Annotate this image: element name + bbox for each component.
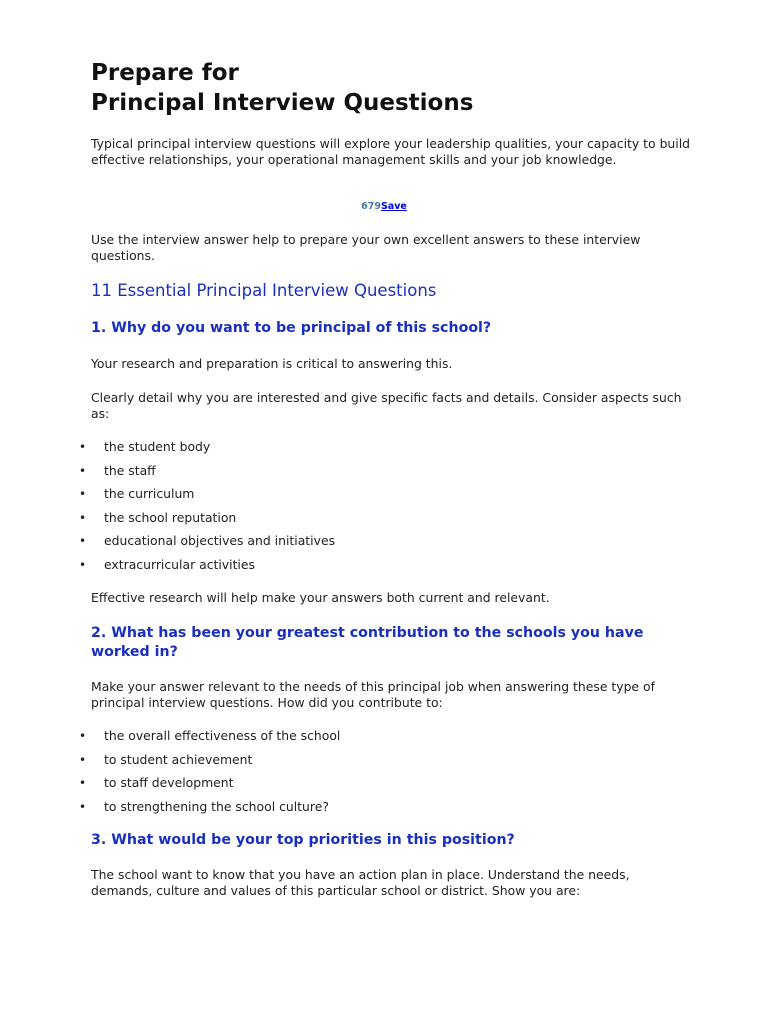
save-widget bbox=[0, 200, 768, 214]
bullet-icon: • bbox=[79, 510, 87, 525]
question-2-heading: 2. What has been your greatest contribution to the schools you have worked in? bbox=[91, 625, 644, 660]
intro-paragraph: Typical principal interview questions will explore your leadership qualities, your capacity to build effective relationships, your operational management skills and your job knowledge. bbox=[91, 136, 691, 167]
help-paragraph: Use the interview answer help to prepare your own excellent answers to these interview questions. bbox=[91, 232, 641, 263]
bullet-icon: • bbox=[79, 729, 87, 743]
save-link[interactable]: Save bbox=[380, 201, 407, 212]
list-item: • educational objectives and initiatives bbox=[79, 533, 336, 549]
question-1-heading: 1. Why do you want to be principal of this school? bbox=[91, 320, 492, 336]
bullet-icon: • bbox=[79, 799, 87, 814]
question-2-list bbox=[0, 728, 340, 822]
list-item: • the overall effectiveness of the school bbox=[79, 728, 341, 743]
question-1-para-2: Clearly detail why you are interested and give specific facts and details. Consider aspects such as: bbox=[91, 390, 682, 421]
bullet-icon: • bbox=[79, 776, 87, 791]
list-item: • to strengthening the school culture? bbox=[79, 798, 329, 814]
question-2-para-1: Make your answer relevant to the needs of this principal job when answering these type of principal interview questions. How did you contribute to: bbox=[91, 679, 655, 710]
section-heading: 11 Essential Principal Interview Questions bbox=[91, 281, 437, 300]
bullet-icon: • bbox=[79, 487, 87, 502]
list-item: • extracurricular activities bbox=[79, 556, 255, 572]
bullet-icon: • bbox=[79, 534, 87, 549]
save-count: 679 bbox=[361, 201, 381, 212]
question-3-para-1: The school want to know that you have an action plan in place. Understand the needs, demands, culture and values of this particular school or district. Show you are: bbox=[91, 867, 630, 898]
bullet-icon: • bbox=[79, 557, 87, 572]
question-1-list bbox=[0, 439, 335, 581]
list-item: • the school reputation bbox=[79, 509, 237, 525]
bullet-icon: • bbox=[79, 752, 87, 767]
list-item: • the staff bbox=[79, 462, 156, 478]
list-item: • the student body bbox=[79, 439, 211, 454]
question-1-closing: Effective research will help make your answers both current and relevant. bbox=[91, 590, 550, 605]
list-item: • to student achievement bbox=[79, 751, 253, 767]
bullet-icon: • bbox=[79, 440, 87, 454]
list-item: • the curriculum bbox=[79, 486, 195, 502]
page-title-line-1: Prepare for bbox=[91, 60, 239, 86]
question-1-para-1: Your research and preparation is critical to answering this. bbox=[91, 356, 453, 371]
bullet-icon: • bbox=[79, 463, 87, 478]
page-title-line-2: Principal Interview Questions bbox=[91, 90, 474, 116]
question-3-heading: 3. What would be your top priorities in this position? bbox=[91, 832, 515, 848]
page-title bbox=[91, 58, 473, 118]
list-item: • to staff development bbox=[79, 775, 234, 791]
